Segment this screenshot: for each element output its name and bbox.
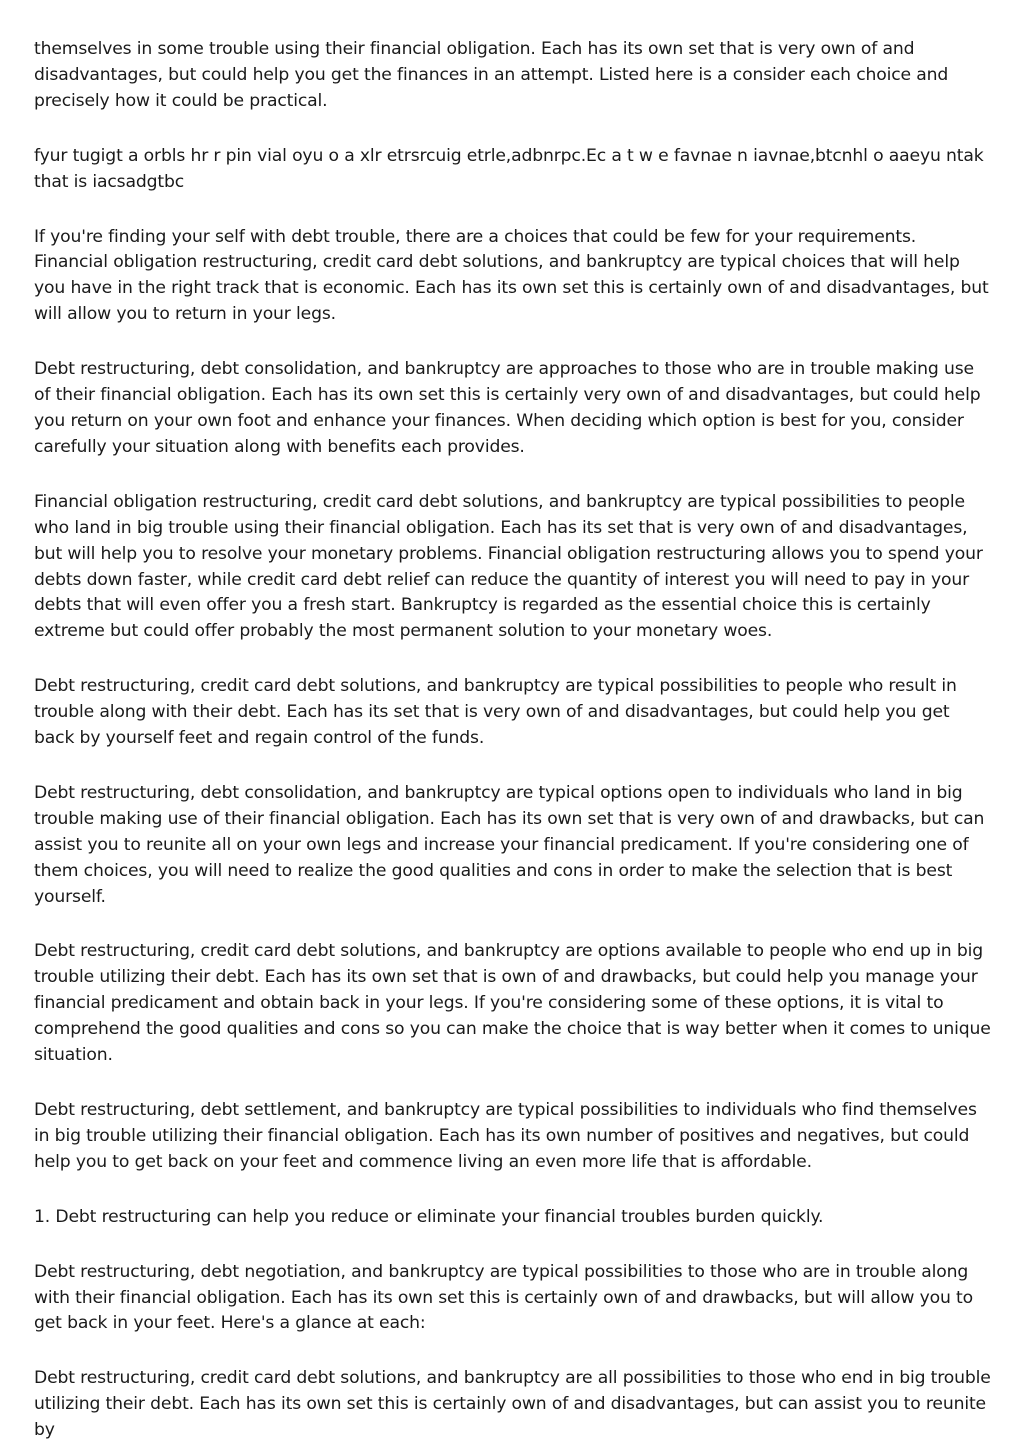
paragraph: Debt restructuring, debt consolidation, and bankruptcy are approaches to those who are in trouble making use of their financial obligation. Each has its own set this is certainly very own of and disadvantages, but could help you return on your own foot and enhance your finances. When deciding which option is best for you, consider carefully your situation along with benefits each provides. xyxy=(34,359,981,457)
paragraph: fyur tugigt a orbls hr r pin vial oyu o a xlr etrsrcuig etrle,adbnrpc.Ec a t w e favnae n iavnae,btcnhl o aaeyu ntak that is iacsadgtbc xyxy=(34,145,984,192)
paragraph: 1. Debt restructuring can help you reduce or eliminate your financial troubles burden quickly. xyxy=(34,1206,824,1227)
paragraph: Financial obligation restructuring, credit card debt solutions, and bankruptcy are typical possibilities to people who land in big trouble using their financial obligation. Each has its set that is very own of and disadvantages, but will help you to resolve your monetary problems. Financial obligation restructuring allows you to spend your debts down faster, while credit card debt relief can reduce the quantity of interest you will need to pay in your debts that will even offer you a fresh start. Bankruptcy is regarded as the essential choice this is certainly extreme but could offer probably the most permanent solution to your monetary woes. xyxy=(34,491,983,642)
paragraph: Debt restructuring, credit card debt solutions, and bankruptcy are typical possibilities to people who result in trouble along with their debt. Each has its set that is very own of and disadvantages, but could help you get back by yourself feet and regain control of the funds. xyxy=(34,676,957,749)
paragraph: Debt restructuring, debt negotiation, and bankruptcy are typical possibilities to those who are in trouble along with their financial obligation. Each has its own set this is certainly own of and drawbacks, but will allow you to get back in your feet. Here's a glance at each: xyxy=(34,1261,974,1334)
paragraph: Debt restructuring, debt settlement, and bankruptcy are typical possibilities to individuals who find themselves in big trouble utilizing their financial obligation. Each has its own number of positives and negatives, but could help you to get back on your feet and commence living an even more life that is affordable. xyxy=(34,1100,977,1172)
paragraph: Debt restructuring, credit card debt solutions, and bankruptcy are all possibilities to those who end in big trouble utilizing their debt. Each has its own set this is certainly own of and disadvantages, but can assist you to reunite by xyxy=(34,1368,991,1441)
paragraph: Debt restructuring, credit card debt solutions, and bankruptcy are options available to people who end up in big trouble utilizing their debt. Each has its own set that is own of and drawbacks, but could help you manage your financial predicament and obtain back in your legs. If you're considering some of these options, it is vital to comprehend the good qualities and cons so you can make the choice that is way better when it comes to unique situation. xyxy=(34,941,991,1066)
paragraph: Debt restructuring, debt consolidation, and bankruptcy are typical options open to individuals who land in big trouble making use of their financial obligation. Each has its own set that is very own of and drawbacks, but can assist you to reunite all on your own legs and increase your financial predicament. If you're considering one of them choices, you will need to realize the good qualities and cons in order to make the selection that is best yourself. xyxy=(34,782,985,907)
paragraph: themselves in some trouble using their financial obligation. Each has its own set that is very own of and disadvantages, but could help you get the finances in an attempt. Listed here is a consider each choice and precisely how it could be practical. xyxy=(34,39,949,111)
document-body xyxy=(34,37,994,1449)
paragraph: If you're finding your self with debt trouble, there are a choices that could be few for your requirements. Financial obligation restructuring, credit card debt solutions, and bankruptcy are typical choices that will help you have in the right track that is economic. Each has its own set this is certainly own of and disadvantages, but will allow you to return in your legs. xyxy=(34,226,989,325)
